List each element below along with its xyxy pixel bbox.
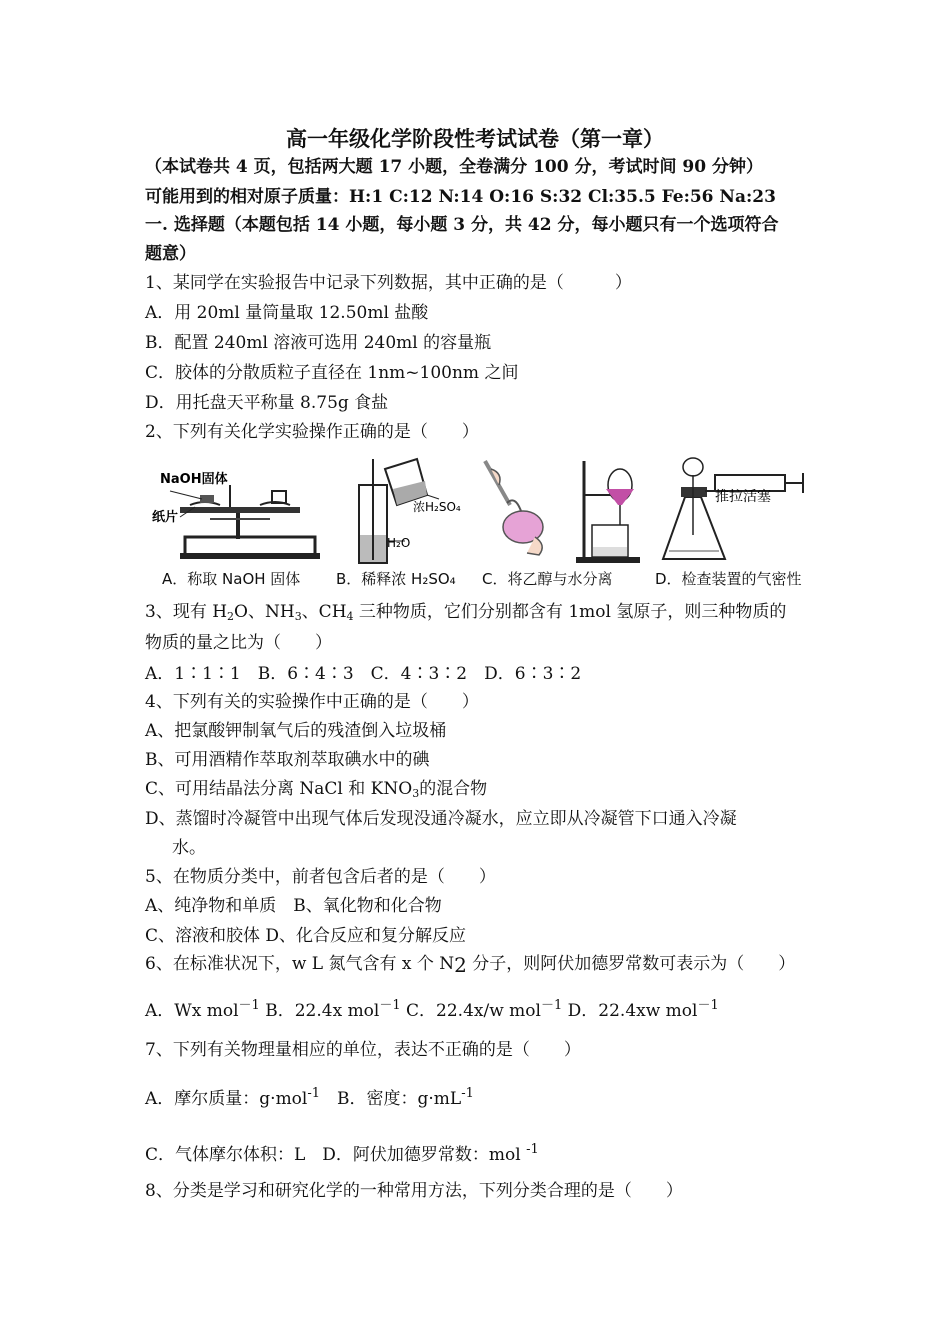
section1-heading: 一. 选择题（本题包括 14 小题，每小题 3 分，共 42 分，每小题只有一个选项符合 — [145, 215, 779, 235]
dilution-figure — [345, 455, 475, 567]
q5-options-ab: A、纯净物和单质 B、氧化物和化合物 — [145, 896, 442, 916]
q8-stem: 8、分类是学习和研究化学的一种常用方法，下列分类合理的是（ ） — [145, 1181, 683, 1201]
q6-stem: 6、在标准状况下，w L 氮气含有 x 个 $N_2$ 分子，则阿伏加德罗常数可表示为（ ） — [145, 953, 796, 977]
q7-options-ab: A．摩尔质量：g·mol$^{-1}$ B．密度：$g\cdot mL^{-1}$ — [145, 1086, 474, 1109]
q1-option-c: C．胶体的分散质粒子直径在 1nm~100nm 之间 — [145, 363, 519, 383]
q1-option-b: B．配置 240ml 溶液可选用 240ml 的容量瓶 — [145, 333, 492, 353]
q3-options: A．1∶1∶1 B．6∶4∶3 C．4∶3∶2 D．6∶3∶2 — [145, 664, 582, 684]
q7-stem: 7、下列有关物理量相应的单位，表达不正确的是（ ） — [145, 1040, 581, 1060]
q6-options: A．Wx mol$^{-1}$ B．22.4x mol$^{-1}$ C．22.4x/w mol$^{-1}$ D．22.4xw mol$^{-1}$ — [145, 998, 719, 1021]
airtightness-figure — [655, 455, 825, 567]
exam-note: （本试卷共 4 页，包括两大题 17 小题，全卷满分 100 分，考试时间 90 分钟） — [145, 157, 763, 177]
water-label: H₂O — [387, 536, 411, 550]
q2-stem: 2、下列有关化学实验操作正确的是（ ） — [145, 422, 479, 442]
q3-line2: 物质的量之比为（ ） — [145, 633, 332, 653]
conc-h2so4-label: 浓H₂SO₄ — [413, 500, 461, 514]
naoh-solid-label: NaOH固体 — [160, 472, 228, 487]
paper-label: 纸片 — [152, 510, 179, 525]
q3-line1: 3、现有 $H_2O$、$NH_3$、$CH_4$ 三种物质，它们分别都含有 1mol 氢原子，则三种物质的 — [145, 602, 787, 623]
q4-option-b: B、可用酒精作萃取剂萃取碘水中的碘 — [145, 750, 430, 770]
section1-heading-cont: 题意） — [145, 244, 196, 264]
q7-options-cd: C．气体摩尔体积：L D．阿伏加德罗常数：mol $^{-1}$ — [145, 1142, 539, 1165]
q1-option-a: A．用 20ml 量筒量取 12.50ml 盐酸 — [145, 303, 429, 323]
balance-figure — [150, 455, 320, 567]
q2-figures — [150, 455, 830, 593]
push-pull-piston-label: 推拉活塞 — [715, 489, 771, 505]
fig-b-caption: B．稀释浓 H₂SO₄ — [336, 570, 456, 588]
separatory-funnel-figure — [570, 455, 650, 567]
q4-stem: 4、下列有关的实验操作中正确的是（ ） — [145, 692, 479, 712]
atomic-masses: 可能用到的相对原子质量：H:1 C:12 N:14 O:16 S:32 Cl:35.5 Fe:56 Na:23 — [145, 187, 776, 207]
q5-options-cd: C、溶液和胶体 D、化合反应和复分解反应 — [145, 926, 467, 946]
q4-option-c: C、可用结晶法分离 NaCl 和 $KNO_3$的混合物 — [145, 779, 488, 800]
fig-a-caption: A．称取 NaOH 固体 — [162, 570, 301, 588]
q5-stem: 5、在物质分类中，前者包含后者的是（ ） — [145, 867, 496, 887]
q1-stem: 1、某同学在实验报告中记录下列数据，其中正确的是（ ） — [145, 273, 632, 293]
fig-d-caption: D．检查装置的气密性 — [655, 570, 802, 588]
q4-option-d: D、蒸馏时冷凝管中出现气体后发现没通冷凝水，应立即从冷凝管下口通入冷凝 — [145, 809, 737, 829]
page-title: 高一年级化学阶段性考试试卷（第一章） — [286, 126, 664, 151]
fig-c-caption: C．将乙醇与水分离 — [482, 570, 613, 588]
q1-option-d: D．用托盘天平称量 8.75g 食盐 — [145, 393, 389, 413]
q4-option-a: A、把氯酸钾制氧气后的残渣倒入垃圾桶 — [145, 721, 447, 741]
q4-option-d-cont: 水。 — [172, 838, 206, 858]
